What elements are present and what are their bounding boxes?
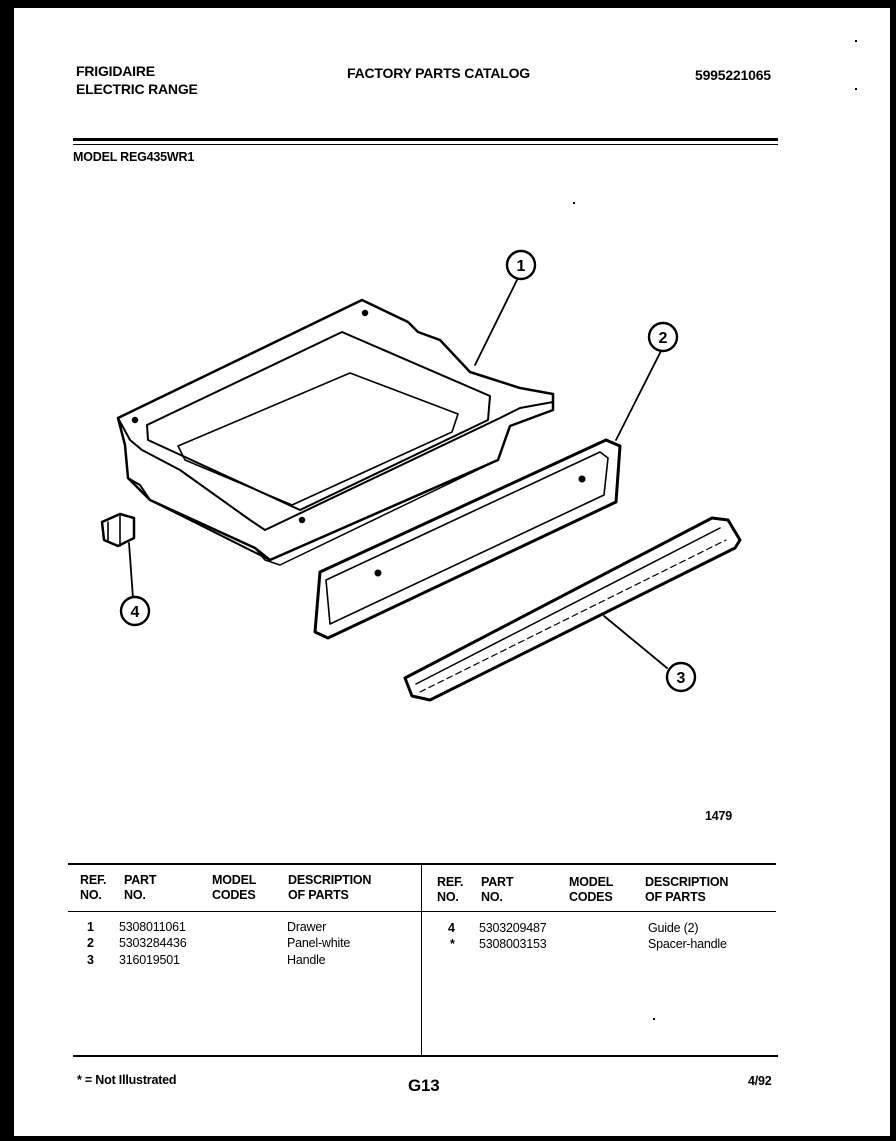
callout-label-3: 3	[676, 670, 686, 687]
row-description: Panel-white	[287, 936, 351, 950]
row-description: Spacer-handle	[648, 937, 727, 951]
leader-line-4	[129, 543, 133, 598]
row-description: Handle	[287, 953, 326, 967]
revision-date: 4/92	[748, 1074, 772, 1088]
callout-label-1: 1	[516, 258, 526, 275]
header-desc-left: DESCRIPTION	[288, 873, 372, 887]
header-codes-left: CODES	[212, 888, 256, 902]
scan-speck	[855, 88, 857, 90]
brand-name: FRIGIDAIRE	[76, 63, 155, 79]
page-code: G13	[408, 1076, 440, 1095]
guide-part	[102, 514, 134, 546]
row-ref: 2	[87, 936, 94, 950]
callout-label-2: 2	[658, 330, 668, 347]
callout-label-4: 4	[130, 604, 140, 621]
row-part-no: 5303284436	[119, 936, 187, 950]
table-bottom-rule	[73, 1055, 778, 1057]
row-part-no: 316019501	[119, 953, 180, 967]
leader-line-3	[604, 616, 667, 668]
row-description: Drawer	[287, 920, 327, 934]
scan-speck	[573, 202, 575, 204]
product-type: ELECTRIC RANGE	[76, 81, 198, 97]
header-model-right: MODEL	[569, 875, 614, 889]
row-ref: 3	[87, 953, 94, 967]
row-part-no: 5303209487	[479, 921, 547, 935]
header-of-parts-right: OF PARTS	[645, 890, 706, 904]
header-part-right: PART	[481, 875, 514, 889]
row-ref: 4	[448, 921, 455, 935]
header-ref-right: REF.	[437, 875, 464, 889]
header-ref-no-right: NO.	[437, 890, 459, 904]
table-divider	[421, 863, 422, 1056]
catalog-title: FACTORY PARTS CATALOG	[347, 65, 530, 81]
catalog-number: 5995221065	[695, 67, 771, 83]
row-part-no: 5308011061	[119, 920, 186, 934]
header-ref-no-left: NO.	[80, 888, 102, 902]
figure-number: 1479	[705, 809, 733, 823]
scan-speck	[653, 1018, 655, 1020]
header-ref-left: REF.	[80, 873, 107, 887]
header-part-no-right: NO.	[481, 890, 503, 904]
model-number: MODEL REG435WR1	[73, 150, 195, 164]
header-part-no-left: NO.	[124, 888, 146, 902]
table-header-rule	[68, 911, 776, 912]
not-illustrated-legend: * = Not Illustrated	[77, 1073, 177, 1087]
table-top-rule	[68, 863, 776, 865]
row-ref: *	[450, 937, 455, 951]
row-part-no: 5308003153	[479, 937, 547, 951]
header-part-left: PART	[124, 873, 157, 887]
row-description: Guide (2)	[648, 921, 699, 935]
header-codes-right: CODES	[569, 890, 613, 904]
leader-line-1	[475, 278, 518, 365]
leader-line-2	[616, 349, 662, 440]
scan-speck	[855, 40, 857, 42]
row-ref: 1	[87, 920, 94, 934]
header-of-parts-left: OF PARTS	[288, 888, 349, 902]
header-desc-right: DESCRIPTION	[645, 875, 729, 889]
header-model-left: MODEL	[212, 873, 257, 887]
